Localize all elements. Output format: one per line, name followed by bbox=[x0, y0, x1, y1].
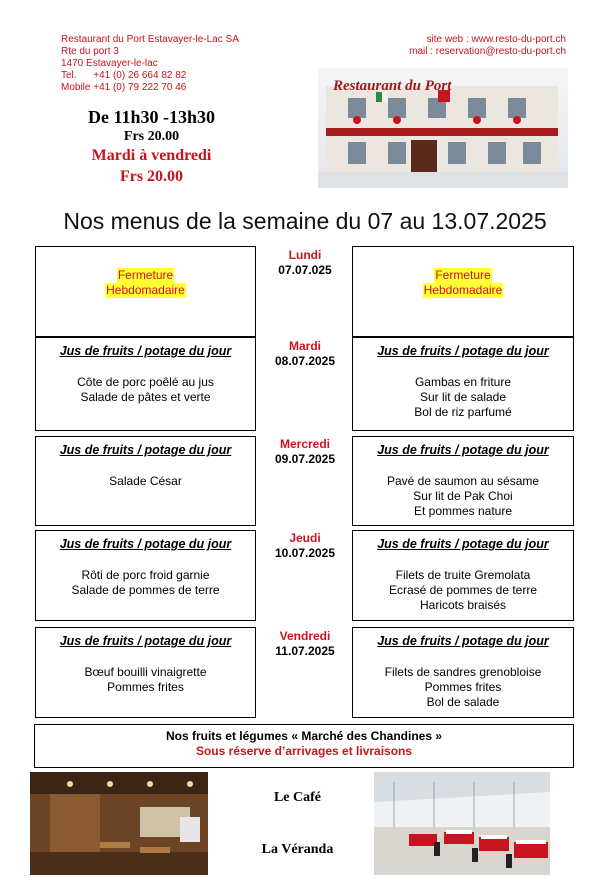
starter-heading: Jus de fruits / potage du jour bbox=[59, 344, 232, 358]
menu-item: Sur lit de Pak Choi bbox=[413, 489, 513, 503]
market-notice bbox=[34, 724, 574, 768]
menu-box-vendredi-right bbox=[352, 627, 574, 718]
days-range: Mardi à vendredi bbox=[91, 147, 212, 164]
opening-hours: De 11h30 -13h30 bbox=[87, 107, 215, 127]
price-2: Frs 20.00 bbox=[119, 168, 184, 185]
day-lundi bbox=[250, 248, 360, 278]
menu-item: Filets de sandres grenobloise bbox=[384, 665, 542, 679]
day-name: Mardi bbox=[288, 339, 321, 353]
day-date: 07.07.025 bbox=[278, 263, 332, 277]
menu-item: Gambas en friture bbox=[414, 375, 512, 389]
website-link[interactable]: site web : www.resto-du-port.ch bbox=[426, 34, 566, 45]
starter-heading: Jus de fruits / potage du jour bbox=[377, 537, 549, 551]
menu-box-lundi-left bbox=[35, 246, 256, 337]
menu-box-mardi-right bbox=[352, 337, 574, 431]
menu-item: Salade César bbox=[109, 474, 182, 488]
starter-heading: Jus de fruits / potage du jour bbox=[59, 634, 232, 648]
menu-item: Côte de porc poêlé au jus bbox=[77, 375, 214, 389]
day-vendredi bbox=[250, 629, 360, 659]
day-jeudi bbox=[250, 531, 360, 561]
menu-item: Salade de pommes de terre bbox=[71, 583, 220, 597]
page-title: Nos menus de la semaine du 07 au 13.07.2025 bbox=[63, 208, 547, 234]
city: 1470 Estavayer-le-lac bbox=[61, 58, 158, 69]
menu-item: Salade de pâtes et verte bbox=[80, 390, 211, 404]
closed-label: Fermeture bbox=[117, 268, 174, 282]
web-block bbox=[409, 34, 566, 58]
phone: Tel. +41 (0) 26 664 82 82 bbox=[61, 70, 187, 81]
street: Rte du port 3 bbox=[61, 46, 119, 57]
day-mercredi bbox=[250, 437, 360, 467]
menu-item: Et pommes nature bbox=[413, 504, 513, 518]
starter-heading: Jus de fruits / potage du jour bbox=[377, 443, 549, 457]
mobile: Mobile +41 (0) 79 222 70 46 bbox=[61, 82, 187, 93]
market-line: Nos fruits et légumes « Marché des Chandines » bbox=[165, 729, 443, 743]
menu-item: Pommes frites bbox=[424, 680, 502, 694]
day-date: 10.07.2025 bbox=[274, 546, 336, 560]
menu-box-vendredi-left bbox=[35, 627, 256, 718]
menu-item: Haricots braisés bbox=[419, 598, 507, 612]
sign-text: Restaurant du Port bbox=[333, 78, 452, 94]
veranda-photo bbox=[374, 772, 550, 875]
place-cafe: Le Café bbox=[273, 790, 322, 805]
day-date: 08.07.2025 bbox=[274, 354, 336, 368]
menu-item: Filets de truite Gremolata bbox=[395, 568, 531, 582]
hours-block bbox=[54, 106, 249, 188]
day-name: Mercredi bbox=[279, 437, 331, 451]
menu-item: Bol de salade bbox=[426, 695, 500, 709]
menu-item: Rôti de porc froid garnie bbox=[81, 568, 210, 582]
closed-label: Fermeture bbox=[435, 268, 491, 282]
menu-box-mercredi-left bbox=[35, 436, 256, 526]
starter-heading: Jus de fruits / potage du jour bbox=[59, 443, 232, 457]
starter-heading: Jus de fruits / potage du jour bbox=[377, 344, 549, 358]
menu-box-lundi-right bbox=[352, 246, 574, 337]
day-date: 09.07.2025 bbox=[274, 452, 336, 466]
menu-item: Pavé de saumon au sésame bbox=[386, 474, 540, 488]
menu-item: Bœuf bouilli vinaigrette bbox=[84, 665, 207, 679]
day-name: Lundi bbox=[288, 248, 322, 262]
menu-box-mardi-left bbox=[35, 337, 256, 431]
menu-box-jeudi-right bbox=[352, 530, 574, 621]
menu-item: Ecrasé de pommes de terre bbox=[388, 583, 538, 597]
contact-block bbox=[61, 34, 239, 94]
menu-item: Sur lit de salade bbox=[419, 390, 507, 404]
starter-heading: Jus de fruits / potage du jour bbox=[59, 537, 232, 551]
menu-item: Bol de riz parfumé bbox=[414, 405, 512, 419]
day-date: 11.07.2025 bbox=[275, 644, 335, 658]
menu-box-jeudi-left bbox=[35, 530, 256, 621]
place-veranda: La Véranda bbox=[261, 842, 334, 857]
closed-label: Hebdomadaire bbox=[106, 283, 185, 297]
closed-label: Hebdomadaire bbox=[423, 283, 503, 297]
price-1: Frs 20.00 bbox=[123, 129, 180, 144]
menu-item: Pommes frites bbox=[107, 680, 184, 694]
restaurant-building-photo bbox=[318, 68, 568, 188]
email-link[interactable]: mail : reservation@resto-du-port.ch bbox=[409, 46, 566, 57]
day-mardi bbox=[250, 339, 360, 369]
reserve-line: Sous réserve d’arrivages et livraisons bbox=[195, 744, 413, 758]
restaurant-name: Restaurant du Port Estavayer-le-Lac SA bbox=[61, 34, 239, 45]
day-name: Vendredi bbox=[279, 629, 331, 643]
menu-box-mercredi-right bbox=[352, 436, 574, 526]
cafe-photo bbox=[30, 772, 208, 875]
day-name: Jeudi bbox=[289, 531, 321, 545]
starter-heading: Jus de fruits / potage du jour bbox=[377, 634, 549, 648]
